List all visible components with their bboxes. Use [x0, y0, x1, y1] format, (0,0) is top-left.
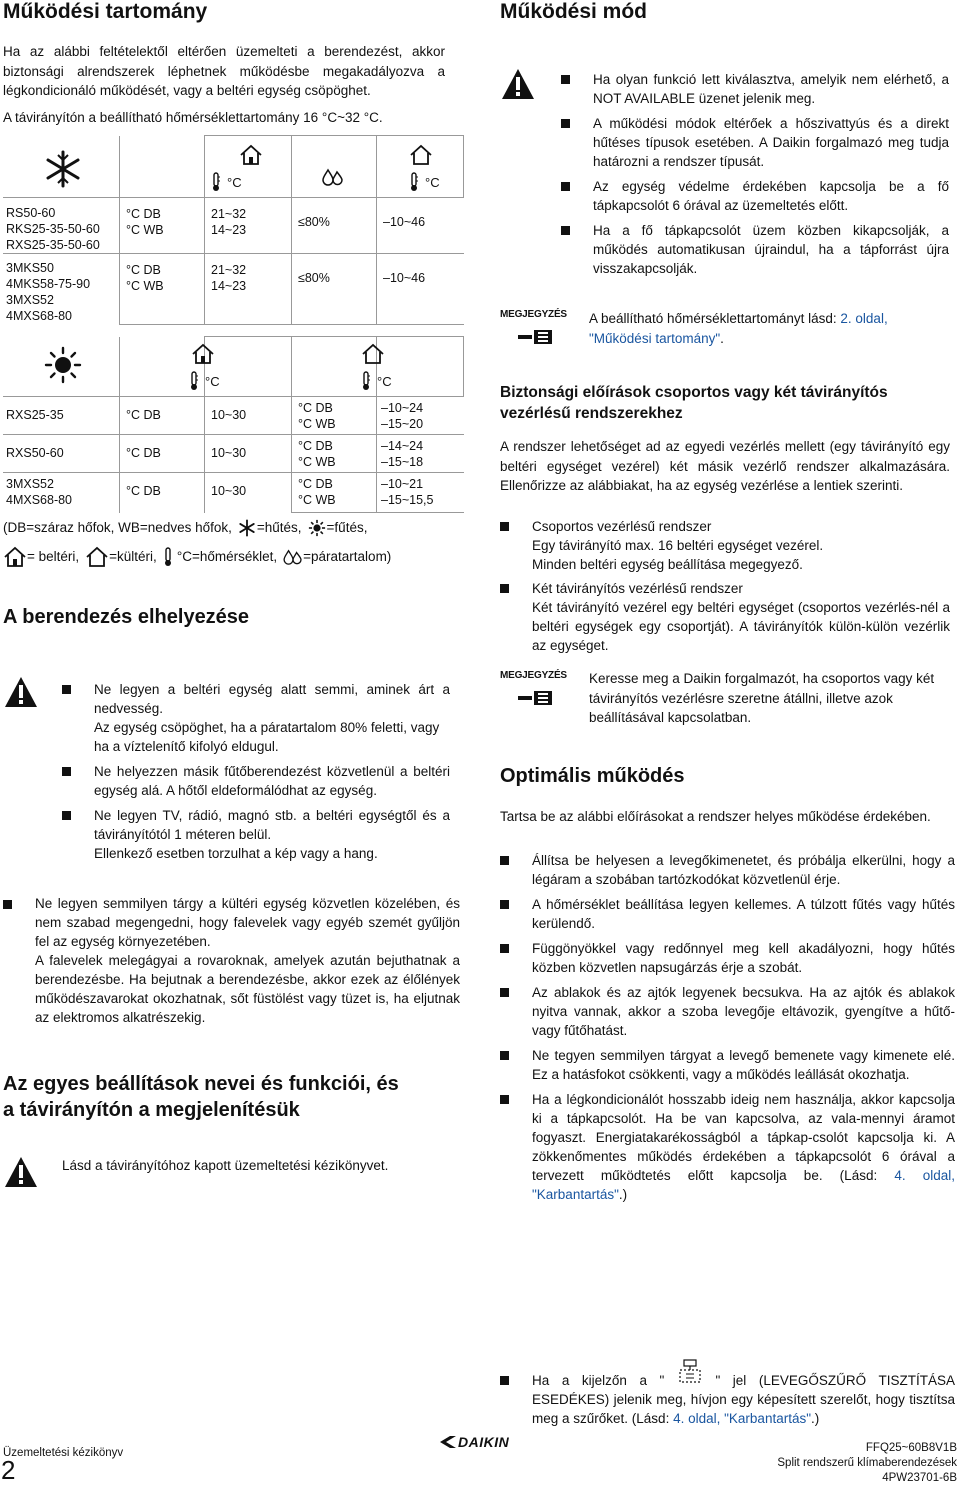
- humidity-limit: ≤80%: [298, 271, 330, 285]
- note-text-2: Keresse meg a Daikin forgalmazót, ha csoportos vagy két távirányítós vezérlésre szeretne átállni, illetve azok beállításával kapcsolatban.: [589, 671, 935, 725]
- model-name: 4MKS58-75-90: [6, 277, 91, 291]
- deg-c-label: °C: [377, 373, 392, 389]
- outdoor-range: –14~24: [381, 439, 424, 453]
- bullet-text: Ha a légkondicionálót hosszabb ideig nem használja, akkor kapcsolja ki a tápkapcsolót. Ha be van kapcsolva, az vala-mennyi áramot fogyaszt. Energiatakarékosságból a tápkap-csolót kapcsolja ki. A zökkenőmentes működés érdekében a tápkapcsolót 6 órával a tervezett működtetés előtt kapcsolja be. (Lásd:: [532, 1092, 955, 1183]
- bullet-text: A hőmérséklet beállítása legyen kellemes. A túlzott fűtés vagy hűtés kerülendő.: [532, 897, 955, 931]
- temp-type: °C DB: [126, 207, 161, 221]
- heating-sun-icon: [308, 519, 326, 537]
- list-item: [561, 177, 949, 215]
- warning-icon: [501, 68, 535, 100]
- outdoor-house-icon: [85, 546, 109, 568]
- bullet-square: [500, 522, 509, 531]
- legend-text: =kültéri,: [109, 549, 157, 564]
- model-name: 4MXS68-80: [6, 309, 73, 323]
- settings-title-line: a távirányítón a megjelenítésük: [3, 1099, 300, 1121]
- daikin-logo-icon: [440, 1436, 456, 1448]
- temp-type: °C DB: [298, 401, 333, 415]
- temp-type: °C DB: [298, 439, 333, 453]
- list-item: [62, 762, 450, 800]
- bullet-square: [500, 900, 509, 909]
- legend-text: =hűtés,: [256, 520, 302, 535]
- bullet-square: [500, 584, 509, 593]
- model-name: RKS25-35-50-60: [6, 222, 100, 236]
- temp-type: °C DB: [298, 477, 333, 491]
- bullet-square: [561, 226, 570, 235]
- legend-line-2: = beltéri, =kültéri, ° C=hőmérséklet, =páratartalom): [3, 546, 391, 568]
- bullet-text: Ha a fő tápkapcsolót üzem közben kikapcsolják, a működés automatikusan újraindul, ha a tápforrást újra visszakapcsolják.: [593, 223, 949, 276]
- bullet-square: [62, 767, 71, 776]
- indoor-range: 14~23: [211, 279, 247, 293]
- deg-c-label: °C: [227, 174, 242, 190]
- footer-manual: Üzemeltetési kézikönyv: [3, 1447, 124, 1459]
- outdoor-placement-item: [3, 894, 460, 1027]
- settings-title-line: Az egyes beállítások nevei és funkciói, és: [3, 1073, 399, 1095]
- bullet-text: Ne legyen TV, rádió, magnó stb. a beltéri egységtől és a távirányítótól 1 méteren belül.: [94, 808, 450, 842]
- bullet-square: [500, 1376, 509, 1385]
- bullet-text: Az ablakok és az ajtók legyenek becsukva. Ha az ajtók és ablakok nyitva vannak, akkor a szoba levegője eltávozik, gyengítve a hűtő- vagy fűtőhatást.: [532, 985, 955, 1038]
- list-item: [62, 680, 450, 756]
- range-setpoint-text: A távirányítón a beállítható hőmérséklettartomány 16 °C~32 °C.: [3, 110, 383, 125]
- temp-type: °C DB: [126, 484, 161, 498]
- outdoor-range: –10~46: [383, 215, 426, 229]
- bullet-text: Két távirányító vezérel egy beltéri egységet (csoportos vezérlés-nél a beltéri egységek egy csoportját). A távirányítók külön-külön vezérlik az egységet.: [532, 600, 950, 653]
- bullet-text: Ellenkező esetben torzulhat a kép vagy a hang.: [94, 846, 378, 861]
- bullet-text: Csoportos vezérlésű rendszer: [532, 519, 712, 534]
- bullet-text: Állítsa be helyesen a levegőkimenetet, és próbálja elkerülni, hogy a légáram a szobában tartózkodókat közvetlenül érje.: [532, 853, 955, 887]
- range-title: Működési tartomány: [3, 0, 208, 23]
- list-item: [500, 895, 955, 933]
- legend-text: = beltéri,: [27, 549, 80, 564]
- bullet-square: [62, 811, 71, 820]
- placement-bullets: [62, 680, 450, 863]
- bullet-text: Ha a kijelzőn a ": [532, 1373, 665, 1388]
- model-name: RXS25-35-50-60: [6, 238, 100, 252]
- outdoor-house-icon: [409, 144, 433, 166]
- document-code: 4PW23701-6B: [882, 1472, 957, 1484]
- settings-title: [3, 1071, 399, 1123]
- bullet-square: [500, 856, 509, 865]
- temp-type: °C DB: [126, 263, 161, 277]
- note-block-1: [500, 309, 567, 348]
- model-name: RXS25-35: [6, 408, 64, 422]
- bullet-square: [561, 182, 570, 191]
- bullet-text: Ha olyan funkció lett kiválasztva, amelyik nem elérhető, a NOT AVAILABLE üzenet jelenik meg.: [593, 72, 949, 106]
- indoor-temp-header: [205, 136, 291, 192]
- thermometer-icon: [361, 371, 371, 391]
- indoor-range: 21~32: [211, 207, 247, 221]
- cooling-range-table: [3, 135, 464, 325]
- bullet-text: Ne legyen a beltéri egység alatt semmi, aminek árt a nedvesség.: [94, 682, 450, 716]
- list-item: [561, 221, 949, 278]
- bullet-text: Egy távirányító max. 16 beltéri egységet vezérel.: [532, 538, 824, 553]
- model-name: RS50-60: [6, 206, 56, 220]
- list-item: [500, 1046, 955, 1084]
- outdoor-range: –15~18: [381, 455, 424, 469]
- list-item: [500, 983, 955, 1040]
- bullet-square: [561, 119, 570, 128]
- temp-type: °C WB: [126, 223, 164, 237]
- thermometer-icon: [409, 172, 419, 192]
- page-number: 2: [1, 1455, 16, 1485]
- optimal-bullets: [500, 851, 955, 1204]
- model-code: FFQ25~60B8V1B: [865, 1442, 957, 1454]
- bullet-text: Az egység védelme érdekében kapcsolja be a fő tápkapcsolót 6 órával az üzemeltetés előtt.: [593, 179, 949, 213]
- section-link[interactable]: "Működési tartomány": [589, 330, 721, 346]
- note-hand-icon: [518, 687, 558, 709]
- bullet-text: " jel (LEVEGŐSZŰRŐ TISZTÍTÁSA ESEDÉKES) jelenik meg, hívjon egy képesített szerelőt, hogy tisztítsa meg a szűrőket. (Lásd:: [532, 1373, 955, 1426]
- temp-type: °C WB: [298, 455, 336, 469]
- warning-icon: [4, 676, 38, 708]
- list-item: [561, 114, 949, 171]
- humidity-drops-icon: [283, 549, 303, 565]
- legend-text: C=hőmérséklet,: [182, 549, 278, 564]
- bullet-text: Ne tegyen semmilyen tárgyat a levegő bemenete vagy kimenete elé. Ez a hatásfokot csökkenti, vagy a működés leállását okozhatja.: [532, 1048, 955, 1082]
- page-link[interactable]: 2. oldal,: [840, 311, 888, 326]
- note-text-1: [589, 309, 949, 348]
- note-block-2: [500, 670, 567, 709]
- bullet-text: Két távirányítós vezérlésű rendszer: [532, 581, 743, 596]
- indoor-range: 10~30: [211, 408, 247, 422]
- legend-line-1: [3, 518, 367, 538]
- brand-name: DAIKIN: [458, 1434, 510, 1450]
- list-item: [500, 517, 950, 574]
- cooling-snowflake-icon: [238, 519, 256, 537]
- bullet-text: Az egység csöpöghet, ha a páratartalom 80% feletti, vagy ha a víztelenítő kifolyó eldugul.: [94, 720, 440, 754]
- indoor-house-icon: [191, 343, 215, 365]
- bullet-square: [62, 685, 71, 694]
- filter-clean-icon: [676, 1359, 704, 1385]
- list-item: [62, 806, 450, 863]
- model-name: 3MXS52: [6, 293, 54, 307]
- heating-range-table: [3, 336, 464, 513]
- bullet-square: [500, 944, 509, 953]
- note-text: .: [720, 330, 724, 346]
- indoor-range: 10~30: [211, 446, 247, 460]
- outdoor-house-icon: [361, 343, 385, 365]
- bullet-text: .): [811, 1411, 820, 1426]
- settings-text: Lásd a távirányítóhoz kapott üzemeltetési kézikönyvet.: [62, 1158, 389, 1173]
- bullet-text: A működési módok eltérőek a hőszivattyús és a direkt hűtéses típusok esetében. A Daikin forgalmazó meg tudja határozni a rendszer típusát.: [593, 116, 949, 169]
- heating-sun-icon: [43, 345, 83, 385]
- bullet-square: [500, 1051, 509, 1060]
- humidity-drops-icon: [322, 168, 344, 186]
- safety-title: [500, 382, 950, 424]
- model-name: RXS50-60: [6, 446, 64, 460]
- outdoor-range: –15~15,5: [381, 493, 434, 507]
- maintenance-link[interactable]: 4. oldal, "Karbantartás": [673, 1411, 812, 1426]
- outdoor-range: –15~20: [381, 417, 424, 431]
- outdoor-range: –10~24: [381, 401, 424, 415]
- bullet-square: [500, 988, 509, 997]
- thermometer-icon: [189, 371, 199, 391]
- mode-title: Működési mód: [500, 0, 648, 23]
- maintenance-link[interactable]: 4. oldal, "Karbantartás": [532, 1168, 955, 1202]
- cooling-snowflake-icon: [43, 149, 83, 189]
- list-item: [561, 70, 949, 108]
- legend-text: =fűtés,: [326, 520, 368, 535]
- temp-type: °C WB: [126, 279, 164, 293]
- safety-paragraph: A rendszer lehetőséget ad az egyedi vezérlés mellett (egy távirányító egy beltéri egységet vezérel) két másik vezérlő rendszer alkalmazására. Ellenőrizze az alábbiakat, ha az egység vezérlése a lentiek szerinti.: [500, 439, 950, 493]
- mode-bullets: [561, 70, 949, 278]
- thermometer-icon: [211, 172, 221, 192]
- temp-type: °C DB: [126, 446, 161, 460]
- temp-type: °C WB: [298, 493, 336, 507]
- indoor-range: 10~30: [211, 484, 247, 498]
- indoor-house-icon: [239, 144, 263, 166]
- outdoor-range: –10~21: [381, 477, 424, 491]
- model-name: 3MKS50: [6, 261, 54, 275]
- safety-bullets: [500, 517, 950, 655]
- temp-type: °C DB: [126, 408, 161, 422]
- indoor-range: 21~32: [211, 263, 247, 277]
- note-text: A beállítható hőmérséklettartományt lásd:: [589, 311, 837, 326]
- indoor-house-icon: [3, 546, 27, 568]
- safety-title-line: vezérlésű rendszerekhez: [500, 405, 683, 422]
- humidity-limit: ≤80%: [298, 215, 330, 229]
- product-name: Split rendszerű klímaberendezések: [777, 1457, 957, 1469]
- legend-text: =páratartalom): [303, 549, 392, 564]
- temp-type: °C WB: [298, 417, 336, 431]
- model-name: 4MXS68-80: [6, 493, 73, 507]
- filter-icon-wrap: [677, 1371, 703, 1385]
- model-name: 3MXS52: [6, 477, 54, 491]
- list-item: [500, 1090, 955, 1204]
- outdoor-temp-header: [377, 136, 463, 192]
- filter-clean-item: [500, 1371, 955, 1428]
- bullet-square: [3, 900, 12, 909]
- legend-text: (DB=száraz hőfok, WB=nedves hőfok,: [3, 520, 232, 535]
- bullet-text: A falevelek melegágyai a rovaroknak, amelyek azután bejuthatnak a berendezésbe. Ha bejutnak a berendezésbe, akkor ezek az élőlények működészavarokat okozhatnak, sőt füstölést vagy tüzet is, ha eljutnak az elektromos alkatrészekig.: [35, 953, 460, 1025]
- safety-title-line: Biztonsági előírások csoportos vagy két távirányítós: [500, 384, 888, 401]
- bullet-text: .): [618, 1187, 628, 1202]
- thermometer-icon: [163, 547, 173, 567]
- bullet-text: Függönyökkel vagy redőnnyel meg kell akadályozni, hogy hűtés közben közvetlen napsugárzás érje a szobát.: [532, 941, 955, 975]
- list-item: [500, 939, 955, 977]
- deg-c-label: °C: [425, 174, 440, 190]
- bullet-text: Ne legyen semmilyen tárgy a kültéri egység közvetlen közelében, és nem szabad megengedni, hogy falevelek vagy egyéb szemét gyűljön fel az egység környezetében.: [35, 896, 460, 949]
- bullet-square: [500, 1095, 509, 1104]
- list-item: [500, 579, 950, 655]
- deg-c-label: °C: [205, 373, 220, 389]
- note-hand-icon: [518, 326, 558, 348]
- range-paragraph: Ha az alábbi feltételektől eltérően üzemelteti a berendezést, akkor biztonsági alrendszerek léphetnek működésbe megakadályozva a légkondicionáló működését, vagy a beltéri egység csöpöghet.: [3, 44, 445, 98]
- indoor-range: 14~23: [211, 223, 247, 237]
- optimal-paragraph: Tartsa be az alábbi előírásokat a rendszer helyes működése érdekében.: [500, 809, 931, 824]
- footer-right: [777, 1441, 957, 1486]
- outdoor-range: –10~46: [383, 271, 426, 285]
- note-label: MEGJEGYZÉS: [500, 670, 567, 681]
- list-item: [500, 851, 955, 889]
- bullet-text: Minden beltéri egység beállítása megegyező.: [532, 557, 803, 572]
- optimal-title: Optimális működés: [500, 765, 685, 787]
- daikin-logo: [440, 1434, 509, 1450]
- note-label: MEGJEGYZÉS: [500, 309, 567, 320]
- bullet-text: Ne helyezzen másik fűtőberendezést közvetlenül a beltéri egység alá. A hőtől eldeformálódhat az egység.: [94, 764, 450, 798]
- warning-icon: [4, 1156, 38, 1188]
- bullet-square: [561, 75, 570, 84]
- placement-title: A berendezés elhelyezése: [3, 606, 250, 628]
